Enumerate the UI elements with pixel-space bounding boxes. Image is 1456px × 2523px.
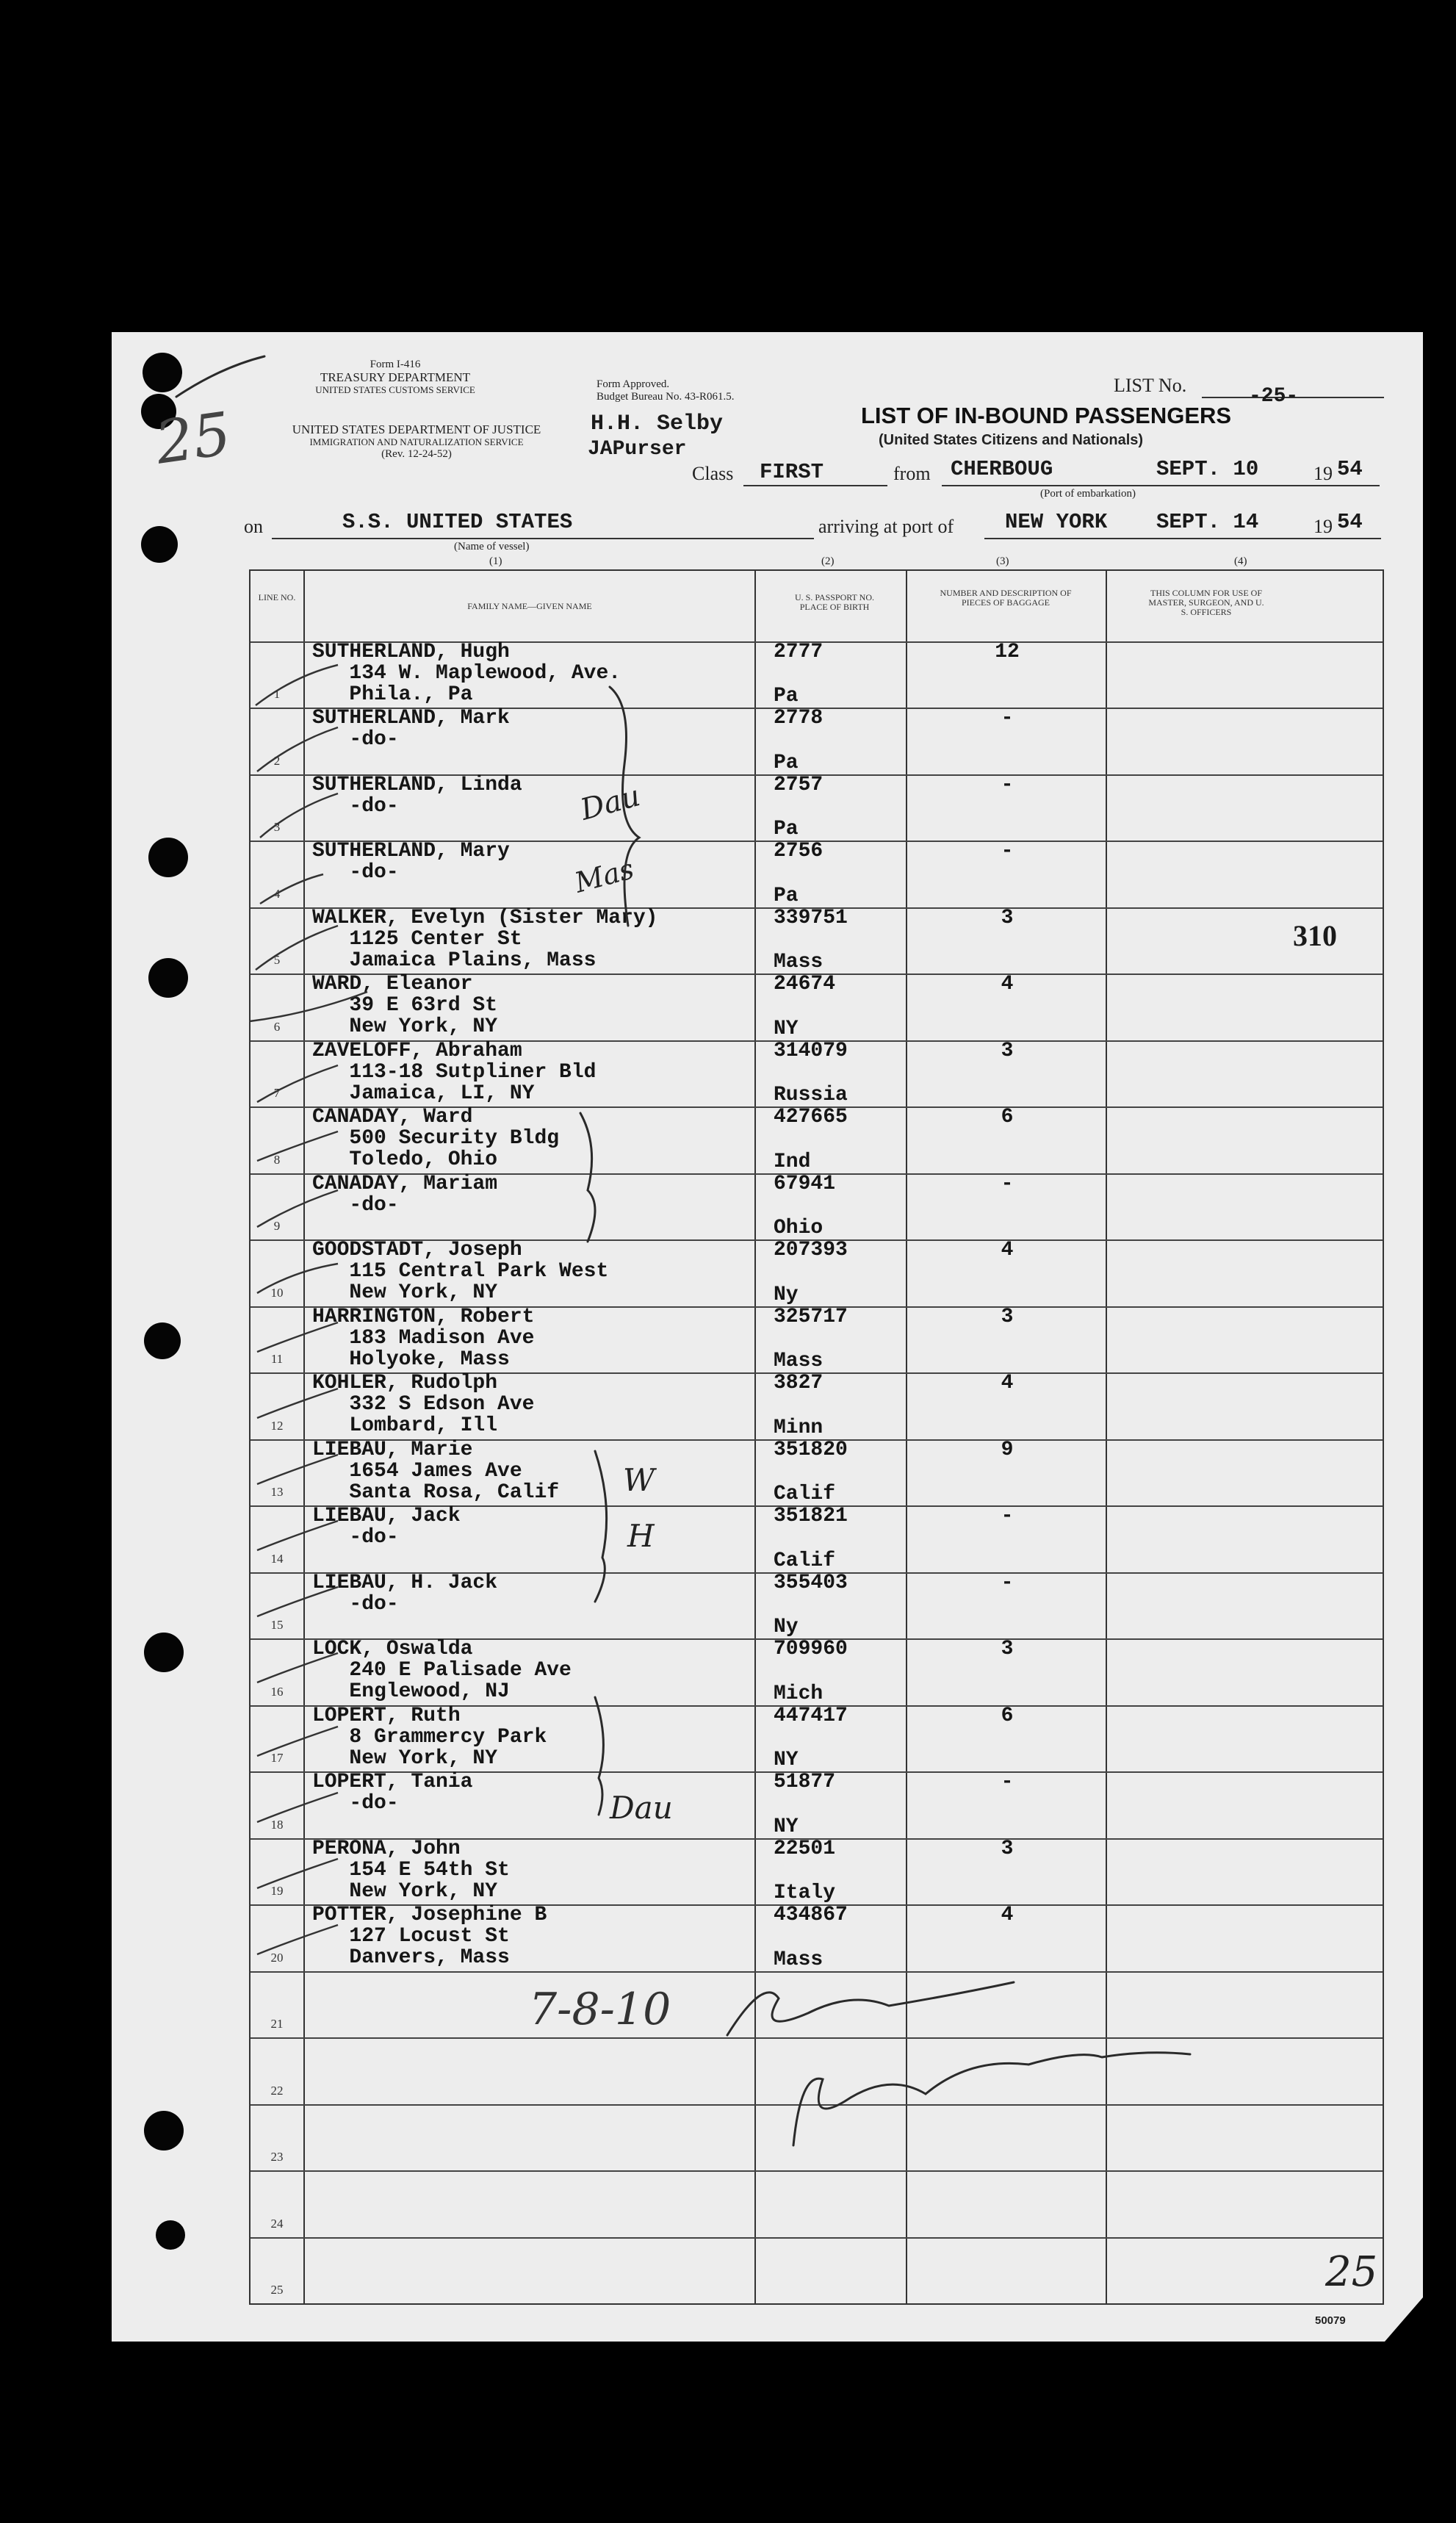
header-name: FAMILY NAME—GIVEN NAME bbox=[467, 601, 592, 611]
justice-block bbox=[244, 423, 589, 461]
place-of-birth: Italy bbox=[774, 1882, 836, 1905]
arrival-date: SEPT. 14 bbox=[1156, 510, 1259, 534]
table-row bbox=[251, 1771, 1383, 1838]
revision-date: (Rev. 12-24-52) bbox=[381, 448, 452, 460]
passport-number: 3827 bbox=[774, 1372, 823, 1395]
baggage-count: 6 bbox=[1001, 1106, 1014, 1129]
table-row bbox=[251, 973, 1383, 1040]
passport-number: 351820 bbox=[774, 1438, 848, 1461]
baggage-count: - bbox=[1001, 840, 1014, 863]
treasury-department: TREASURY DEPARTMENT bbox=[320, 370, 471, 384]
passport-number: 447417 bbox=[774, 1704, 848, 1727]
place-of-birth: NY bbox=[774, 1815, 799, 1838]
passenger-name: PERONA, John 154 E 54th St New York, NY bbox=[312, 1837, 510, 1903]
arrival-year-prefix: 19 bbox=[1313, 516, 1333, 537]
passport-number: 434867 bbox=[774, 1904, 848, 1927]
handwritten-page-number: 25 bbox=[1325, 2248, 1378, 2296]
passport-number: 51877 bbox=[774, 1771, 836, 1794]
passport-number: 2777 bbox=[774, 641, 823, 663]
from-underline bbox=[942, 485, 1380, 486]
place-of-birth: NY bbox=[774, 1017, 799, 1040]
binder-hole bbox=[141, 526, 178, 563]
passenger-name: LOPERT, Tania -do- bbox=[312, 1771, 473, 1815]
baggage-count: 4 bbox=[1001, 1904, 1014, 1927]
line-number: 8 bbox=[273, 1152, 281, 1167]
table-row bbox=[251, 708, 1383, 774]
column-number-2: (2) bbox=[821, 555, 835, 567]
table-row bbox=[251, 1439, 1383, 1505]
place-of-birth: Minn bbox=[774, 1416, 823, 1439]
baggage-count: 3 bbox=[1001, 1638, 1014, 1661]
passport-number: 2778 bbox=[774, 707, 823, 730]
form-subtitle: (United States Citizens and Nationals) bbox=[879, 432, 1144, 448]
line-number: 7 bbox=[273, 1086, 281, 1101]
form-number: Form I-416 bbox=[370, 359, 421, 370]
port-caption: (Port of embarkation) bbox=[1040, 488, 1136, 500]
baggage-count: - bbox=[1001, 1172, 1014, 1195]
header-baggage: NUMBER AND DESCRIPTION OF PIECES OF BAGGAGE bbox=[940, 588, 1072, 608]
passenger-table bbox=[249, 569, 1384, 2305]
line-number: 21 bbox=[270, 2017, 284, 2031]
passenger-name: LIEBAU, Jack -do- bbox=[312, 1505, 461, 1550]
handwritten-note-dau: Dau bbox=[610, 1790, 673, 1826]
line-number: 23 bbox=[270, 2150, 284, 2164]
baggage-count: - bbox=[1001, 1571, 1014, 1594]
binder-hole bbox=[144, 1322, 181, 1359]
departure-year-suffix: 54 bbox=[1337, 457, 1363, 481]
table-row bbox=[251, 1572, 1383, 1638]
handwritten-note-w: W bbox=[623, 1462, 655, 1498]
passport-number: 339751 bbox=[774, 906, 848, 929]
line-number: 10 bbox=[270, 1285, 284, 1300]
line-number: 14 bbox=[270, 1551, 284, 1566]
baggage-count: 4 bbox=[1001, 1239, 1014, 1262]
arrival-year-suffix: 54 bbox=[1337, 510, 1363, 534]
table-row bbox=[251, 1372, 1383, 1439]
passport-number: 355403 bbox=[774, 1571, 848, 1594]
table-row bbox=[251, 1705, 1383, 1771]
passenger-name: POTTER, Josephine B 127 Locust St Danvers, Mass bbox=[312, 1904, 547, 1970]
passport-number: 24674 bbox=[774, 973, 836, 996]
passenger-name: SUTHERLAND, Linda -do- bbox=[312, 773, 522, 818]
header-line-no: LINE NO. bbox=[258, 592, 296, 602]
passenger-name: CANADAY, Ward 500 Security Bldg Toledo, Ohio bbox=[312, 1106, 560, 1172]
baggage-count: - bbox=[1001, 1505, 1014, 1528]
vessel-name: S.S. UNITED STATES bbox=[342, 510, 573, 534]
table-row bbox=[251, 2037, 1383, 2103]
form-code: 50079 bbox=[1315, 2314, 1346, 2327]
row-divider bbox=[251, 2237, 1383, 2239]
arriving-label: arriving at port of bbox=[818, 516, 954, 537]
line-number: 15 bbox=[270, 1618, 284, 1633]
line-number: 2 bbox=[273, 753, 281, 768]
class-value: FIRST bbox=[760, 460, 824, 484]
line-number: 1 bbox=[273, 687, 281, 702]
baggage-count: - bbox=[1001, 707, 1014, 730]
table-row bbox=[251, 1505, 1383, 1572]
baggage-count: 4 bbox=[1001, 973, 1014, 996]
passenger-name: GOODSTADT, Joseph 115 Central Park West New York, NY bbox=[312, 1239, 609, 1305]
baggage-count: - bbox=[1001, 1771, 1014, 1794]
header-officers: THIS COLUMN FOR USE OF MASTER, SURGEON, AND U. S. OFFICERS bbox=[1148, 588, 1264, 617]
row-divider bbox=[251, 2037, 1383, 2039]
baggage-count: 6 bbox=[1001, 1704, 1014, 1727]
handwritten-note-h: H bbox=[627, 1518, 655, 1554]
place-of-birth: Ny bbox=[774, 1283, 799, 1306]
column-number-4: (4) bbox=[1234, 555, 1247, 567]
passenger-name: SUTHERLAND, Mary -do- bbox=[312, 840, 510, 885]
passenger-name: CANADAY, Mariam -do- bbox=[312, 1172, 498, 1217]
place-of-birth: Ny bbox=[774, 1616, 799, 1639]
class-underline bbox=[743, 485, 887, 486]
line-number: 6 bbox=[273, 1019, 281, 1034]
table-row bbox=[251, 1638, 1383, 1705]
column-number-1: (1) bbox=[489, 555, 502, 567]
passenger-name: LOCK, Oswalda 240 E Palisade Ave Englewood, NJ bbox=[312, 1638, 572, 1704]
table-row bbox=[251, 907, 1383, 973]
table-row bbox=[251, 1239, 1383, 1306]
list-no-label: LIST No. bbox=[1114, 375, 1187, 396]
line-number: 13 bbox=[270, 1485, 284, 1500]
line-number: 9 bbox=[273, 1219, 281, 1234]
passenger-name: WARD, Eleanor 39 E 63rd St New York, NY bbox=[312, 973, 498, 1039]
place-of-birth: Pa bbox=[774, 884, 799, 907]
passenger-name: SUTHERLAND, Hugh 134 W. Maplewood, Ave. Phila., Pa bbox=[312, 641, 621, 706]
passport-number: 351821 bbox=[774, 1505, 848, 1528]
binder-hole bbox=[148, 838, 188, 877]
line-number: 24 bbox=[270, 2216, 284, 2231]
line-number: 25 bbox=[270, 2282, 284, 2297]
passport-number: 325717 bbox=[774, 1305, 848, 1328]
place-of-birth: Mass bbox=[774, 1948, 823, 1971]
passport-number: 427665 bbox=[774, 1106, 848, 1129]
place-of-birth: Pa bbox=[774, 685, 799, 708]
line-number: 16 bbox=[270, 1684, 284, 1699]
vessel-underline bbox=[272, 538, 814, 539]
on-label: on bbox=[244, 516, 263, 537]
table-row bbox=[251, 1306, 1383, 1372]
table-row bbox=[251, 1106, 1383, 1173]
passport-number: 22501 bbox=[774, 1837, 836, 1860]
handwritten-note-dau: Dau bbox=[577, 779, 644, 827]
line-number: 18 bbox=[270, 1817, 284, 1832]
vessel-caption: (Name of vessel) bbox=[454, 541, 530, 553]
header-passport: U. S. PASSPORT NO. PLACE OF BIRTH bbox=[795, 592, 874, 612]
handwritten-tally: 7-8-10 bbox=[529, 1984, 671, 2035]
binder-hole bbox=[148, 958, 188, 998]
binder-hole bbox=[156, 2220, 185, 2250]
passenger-name: LIEBAU, Marie 1654 James Ave Santa Rosa, Calif bbox=[312, 1438, 560, 1504]
passport-number: 314079 bbox=[774, 1039, 848, 1062]
place-of-birth: Calif bbox=[774, 1483, 836, 1506]
table-row bbox=[251, 1838, 1383, 1904]
table-row bbox=[251, 1040, 1383, 1106]
passenger-name: SUTHERLAND, Mark -do- bbox=[312, 707, 510, 752]
line-number: 3 bbox=[273, 820, 281, 835]
immigration-service: IMMIGRATION AND NATURALIZATION SERVICE bbox=[309, 436, 524, 447]
customs-service: UNITED STATES CUSTOMS SERVICE bbox=[315, 384, 475, 395]
line-number: 17 bbox=[270, 1751, 284, 1766]
passport-number: 709960 bbox=[774, 1638, 848, 1661]
line-number: 22 bbox=[270, 2083, 284, 2098]
table-row bbox=[251, 1971, 1383, 2037]
place-of-birth: Ohio bbox=[774, 1217, 823, 1240]
table-row bbox=[251, 2237, 1383, 2303]
place-of-birth: NY bbox=[774, 1749, 799, 1772]
baggage-count: 3 bbox=[1001, 1837, 1014, 1860]
baggage-count: 4 bbox=[1001, 1372, 1014, 1395]
list-number: -25- bbox=[1249, 385, 1299, 408]
baggage-count: 9 bbox=[1001, 1438, 1014, 1461]
arrival-port: NEW YORK bbox=[1005, 510, 1108, 534]
page-corner-fold bbox=[1385, 2297, 1423, 2342]
handwritten-page-marker: 25 bbox=[151, 399, 235, 478]
purser-title: JAPurser bbox=[588, 438, 687, 461]
row-divider bbox=[251, 2104, 1383, 2106]
form-approval: Form Approved. Budget Bureau No. 43-R061.5. bbox=[597, 378, 735, 403]
table-row bbox=[251, 1904, 1383, 1970]
place-of-birth: Pa bbox=[774, 818, 799, 841]
passport-number: 2756 bbox=[774, 840, 823, 863]
table-row bbox=[251, 2170, 1383, 2236]
passenger-name: WALKER, Evelyn (Sister Mary) 1125 Center St Jamaica Plains, Mass bbox=[312, 906, 658, 972]
place-of-birth: Mass bbox=[774, 1350, 823, 1373]
class-label: Class bbox=[692, 463, 734, 484]
binder-hole bbox=[143, 353, 182, 392]
line-number: 5 bbox=[273, 953, 281, 968]
line-number: 20 bbox=[270, 1950, 284, 1965]
from-label: from bbox=[893, 463, 931, 484]
purser-name: H.H. Selby bbox=[591, 411, 724, 436]
passenger-name: ZAVELOFF, Abraham 113-18 Sutpliner Bld Jamaica, LI, NY bbox=[312, 1039, 597, 1105]
passport-number: 67941 bbox=[774, 1172, 836, 1195]
departure-year-prefix: 19 bbox=[1313, 463, 1333, 484]
place-of-birth: Ind bbox=[774, 1150, 811, 1173]
passenger-name: KOHLER, Rudolph 332 S Edson Ave Lombard, Ill bbox=[312, 1372, 535, 1438]
binder-hole bbox=[144, 2111, 184, 2151]
passport-number: 207393 bbox=[774, 1239, 848, 1262]
form-title: LIST OF IN-BOUND PASSENGERS bbox=[861, 403, 1232, 428]
departure-date: SEPT. 10 bbox=[1156, 457, 1259, 481]
place-of-birth: Calif bbox=[774, 1549, 836, 1572]
baggage-count: 3 bbox=[1001, 1039, 1014, 1062]
passenger-name: LOPERT, Ruth 8 Grammercy Park New York, NY bbox=[312, 1704, 547, 1770]
baggage-count: - bbox=[1001, 773, 1014, 796]
line-number: 12 bbox=[270, 1418, 284, 1433]
line-number: 19 bbox=[270, 1884, 284, 1898]
passenger-name: LIEBAU, H. Jack -do- bbox=[312, 1571, 498, 1616]
line-number: 11 bbox=[270, 1352, 284, 1367]
arrival-underline bbox=[984, 538, 1381, 539]
embarkation-port: CHERBOUG bbox=[951, 457, 1053, 481]
passenger-name: HARRINGTON, Robert 183 Madison Ave Holyoke, Mass bbox=[312, 1305, 535, 1371]
place-of-birth: Pa bbox=[774, 751, 799, 774]
column-number-3: (3) bbox=[996, 555, 1009, 567]
line-number: 4 bbox=[273, 886, 281, 901]
row-divider bbox=[251, 2170, 1383, 2172]
place-of-birth: Mass bbox=[774, 951, 823, 974]
table-row bbox=[251, 774, 1383, 841]
officer-note-310: 310 bbox=[1293, 919, 1337, 952]
baggage-count: 3 bbox=[1001, 906, 1014, 929]
table-row bbox=[251, 2104, 1383, 2170]
place-of-birth: Russia bbox=[774, 1084, 848, 1107]
baggage-count: 12 bbox=[995, 641, 1020, 663]
table-row bbox=[251, 841, 1383, 907]
row-divider bbox=[251, 1971, 1383, 1973]
table-row bbox=[251, 1173, 1383, 1239]
place-of-birth: Mich bbox=[774, 1682, 823, 1705]
binder-hole bbox=[144, 1633, 184, 1672]
agency-block bbox=[248, 359, 542, 396]
justice-department: UNITED STATES DEPARTMENT OF JUSTICE bbox=[292, 422, 541, 436]
handwritten-note-mas: Mas bbox=[571, 852, 638, 899]
table-row bbox=[251, 641, 1383, 708]
passport-number: 2757 bbox=[774, 773, 823, 796]
baggage-count: 3 bbox=[1001, 1305, 1014, 1328]
